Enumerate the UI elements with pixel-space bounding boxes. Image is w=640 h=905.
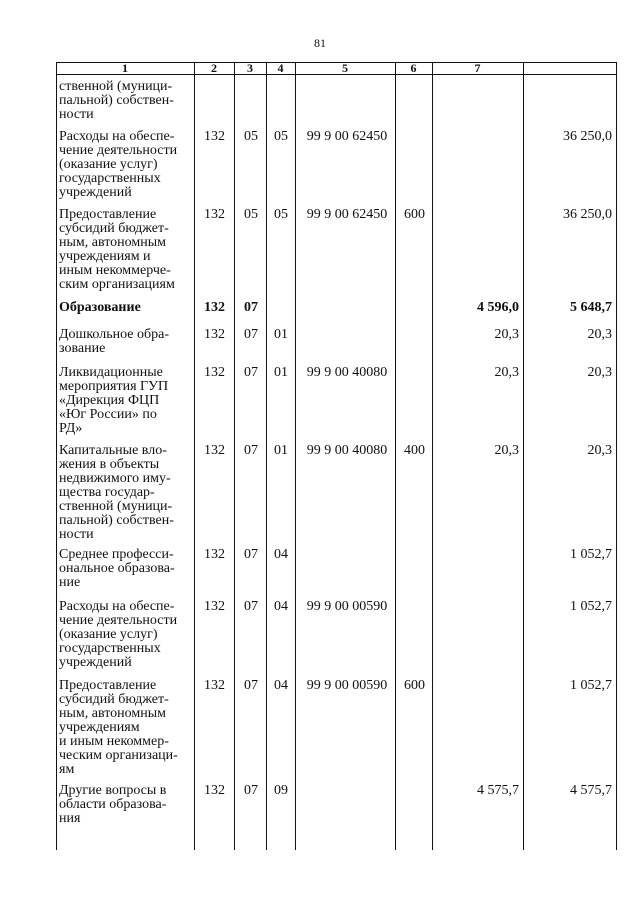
- row-code: 132: [204, 443, 225, 458]
- row-value-2: 36 250,0: [563, 129, 612, 144]
- row-name: Предоставление субсидий бюджет- ным, автономным учреждениям и иным некоммерче- ским организациям: [59, 207, 175, 292]
- row-subsection: 04: [274, 678, 288, 693]
- row-target: 99 9 00 00590: [306, 678, 388, 693]
- row-code: 132: [204, 129, 225, 144]
- row-target: 99 9 00 40080: [306, 443, 388, 458]
- row-subsection: 05: [274, 207, 288, 222]
- row-section: 07: [244, 300, 258, 315]
- row-code: 132: [204, 365, 225, 380]
- row-name: Расходы на обеспе- чение деятельности (оказание услуг) государственных учреждений: [59, 129, 178, 200]
- column-divider: [266, 62, 267, 850]
- row-section: 07: [244, 783, 258, 798]
- column-divider: [432, 62, 433, 850]
- row-code: 132: [204, 207, 225, 222]
- column-divider: [194, 62, 195, 850]
- row-section: 05: [244, 129, 258, 144]
- row-name: Среднее професси- ональное образова- ние: [59, 547, 175, 590]
- row-name: ственной (муници- пальной) собствен- ности: [59, 79, 174, 122]
- row-kind: 600: [404, 207, 425, 222]
- row-code: 132: [204, 599, 225, 614]
- row-subsection: 05: [274, 129, 288, 144]
- row-subsection: 04: [274, 599, 288, 614]
- row-section: 07: [244, 547, 258, 562]
- header-cell: 7: [474, 61, 481, 75]
- row-value-2: 4 575,7: [570, 783, 612, 798]
- row-section: 05: [244, 207, 258, 222]
- page-number: 81: [314, 36, 326, 50]
- row-subsection: 04: [274, 547, 288, 562]
- row-value-2: 5 648,7: [570, 300, 612, 315]
- row-value-1: 4 575,7: [477, 783, 519, 798]
- column-divider: [234, 62, 235, 850]
- row-target: 99 9 00 62450: [306, 207, 388, 222]
- row-code: 132: [204, 783, 225, 798]
- column-divider: [295, 62, 296, 850]
- row-section: 07: [244, 443, 258, 458]
- row-section: 07: [244, 327, 258, 342]
- header-cell: 2: [211, 61, 217, 75]
- row-target: 99 9 00 40080: [306, 365, 388, 380]
- row-kind: 600: [404, 678, 425, 693]
- header-cell: 5: [342, 61, 348, 75]
- header-cell: 6: [410, 61, 417, 75]
- row-value-2: 20,3: [587, 327, 612, 342]
- row-value-1: 20,3: [494, 443, 519, 458]
- row-value-1: 20,3: [494, 365, 519, 380]
- row-value-2: 20,3: [587, 443, 612, 458]
- row-section: 07: [244, 599, 258, 614]
- row-subsection: 01: [274, 327, 288, 342]
- row-section: 07: [244, 365, 258, 380]
- row-value-2: 20,3: [587, 365, 612, 380]
- row-name: Предоставление субсидий бюджет- ным, автономным учреждениям и иным некоммер- ческим организаци- ям: [59, 678, 178, 777]
- column-divider: [616, 62, 617, 850]
- row-name: Капитальные вло- жения в объекты недвижимого иму- щества государ- ственной (муници- пальной) собствен- ности: [59, 443, 174, 542]
- header-cell: 3: [247, 61, 253, 75]
- row-value-1: 4 596,0: [477, 300, 519, 315]
- row-target: 99 9 00 00590: [306, 599, 388, 614]
- row-kind: 400: [404, 443, 425, 458]
- column-divider: [56, 62, 57, 850]
- row-value-2: 36 250,0: [563, 207, 612, 222]
- header-cell: [523, 62, 616, 74]
- row-value-2: 1 052,7: [570, 678, 612, 693]
- row-name: Ликвидационные мероприятия ГУП «Дирекция ФЦП «Юг России» по РД»: [59, 365, 169, 436]
- row-code: 132: [204, 547, 225, 562]
- row-code: 132: [204, 327, 225, 342]
- header-cell: 4: [277, 61, 284, 75]
- column-divider: [523, 62, 524, 850]
- row-value-2: 1 052,7: [570, 547, 612, 562]
- row-subsection: 09: [274, 783, 288, 798]
- row-value-1: 20,3: [494, 327, 519, 342]
- row-code: 132: [204, 300, 225, 315]
- row-section: 07: [244, 678, 258, 693]
- row-subsection: 01: [274, 443, 288, 458]
- row-subsection: 01: [274, 365, 288, 380]
- row-name: Образование: [59, 300, 141, 315]
- row-code: 132: [204, 678, 225, 693]
- row-value-2: 1 052,7: [570, 599, 612, 614]
- header-cell: 1: [122, 61, 128, 75]
- table-header-border: [56, 74, 616, 75]
- row-name: Дошкольное обра- зование: [59, 327, 169, 356]
- row-name: Другие вопросы в области образова- ния: [59, 783, 167, 826]
- row-name: Расходы на обеспе- чение деятельности (оказание услуг) государственных учреждений: [59, 599, 178, 670]
- row-target: 99 9 00 62450: [306, 129, 388, 144]
